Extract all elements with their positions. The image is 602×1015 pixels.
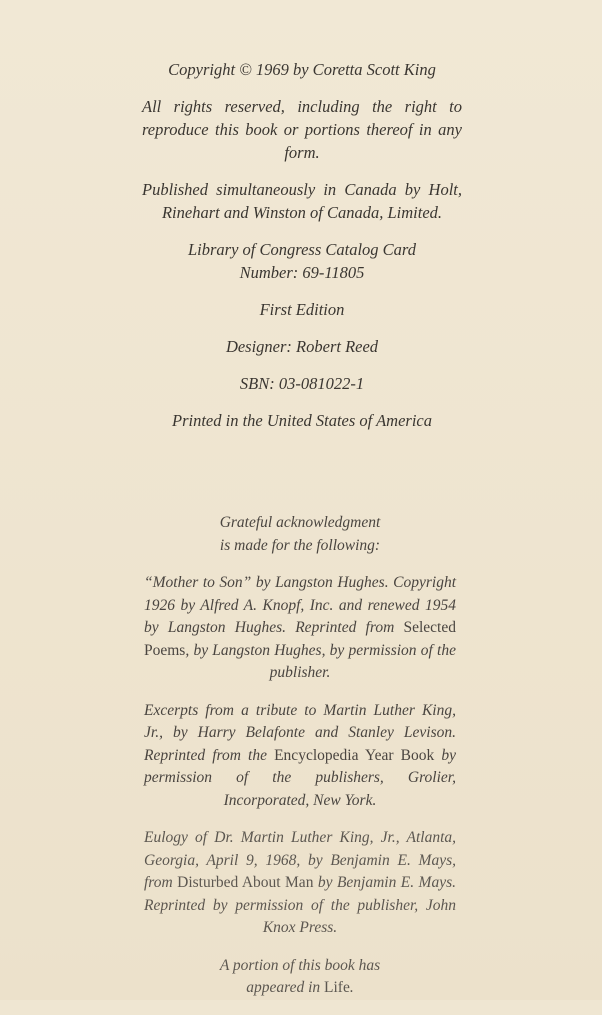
acknowledgment-life [144, 955, 456, 1000]
acknowledgments-heading-line2: is made for the following: [219, 536, 381, 554]
copyright-notice: Copyright © 1969 by Coretta Scott King [168, 60, 436, 79]
designer-line: Designer: Robert Reed [225, 337, 379, 356]
rights-statement: All rights reserved, including the right to reproduce this book or portions thereof in any form. [142, 97, 462, 162]
acknowledgments-heading-line1: Grateful acknowledgment [219, 514, 381, 531]
copyright-block [142, 58, 462, 446]
sbn-line: SBN: 03-081022-1 [239, 374, 365, 393]
edition-line: First Edition [259, 300, 345, 319]
acknowledgment-tribute [144, 700, 456, 813]
catalog-card [142, 238, 462, 284]
publication-statement: Published simultaneously in Canada by Holt, Rinehart and Winston of Canada, Limited. [142, 180, 462, 222]
ack-title: Encyclopedia Year Book [274, 746, 435, 764]
acknowledgments-block [144, 512, 456, 1015]
ack-text: Excerpts from a tribute to Martin Luther King, Jr., by Harry Belafonte and Stanley Levison. Reprinted from the [144, 701, 456, 764]
acknowledgment-mother-to-son [144, 572, 456, 685]
ack-text: A portion of this book has appeared in [219, 956, 381, 996]
ack-title: Life [324, 979, 350, 996]
printed-line: Printed in the United States of America [172, 411, 432, 430]
ack-text: Eulogy of Dr. Martin Luther King, Jr., Atlanta, Georgia, April 9, 1968, by Benjamin E. Mays, from [144, 829, 456, 891]
ack-text: by Benjamin E. Mays. Reprinted by permission of the publisher, John Knox Press. [144, 874, 457, 936]
ack-text: . [349, 979, 354, 996]
ack-text: by permission of the publishers, Grolier, Incorporated, New York. [144, 746, 456, 809]
ack-text: “Mother to Son” by Langston Hughes. Copyright 1926 by Alfred A. Knopf, Inc. and renewed 1954 by Langston Hughes. Reprinted from [144, 574, 456, 636]
ack-title: Disturbed About Man [177, 874, 314, 891]
acknowledgment-eulogy [144, 827, 456, 940]
catalog-card-line1: Library of Congress Catalog Card [188, 240, 416, 259]
catalog-card-number: Number: 69-11805 [239, 263, 365, 282]
ack-text: , by Langston Hughes, by permission of the publisher. [185, 641, 456, 681]
ack-title: Selected Poems [144, 619, 456, 659]
acknowledgments-heading [144, 512, 456, 557]
